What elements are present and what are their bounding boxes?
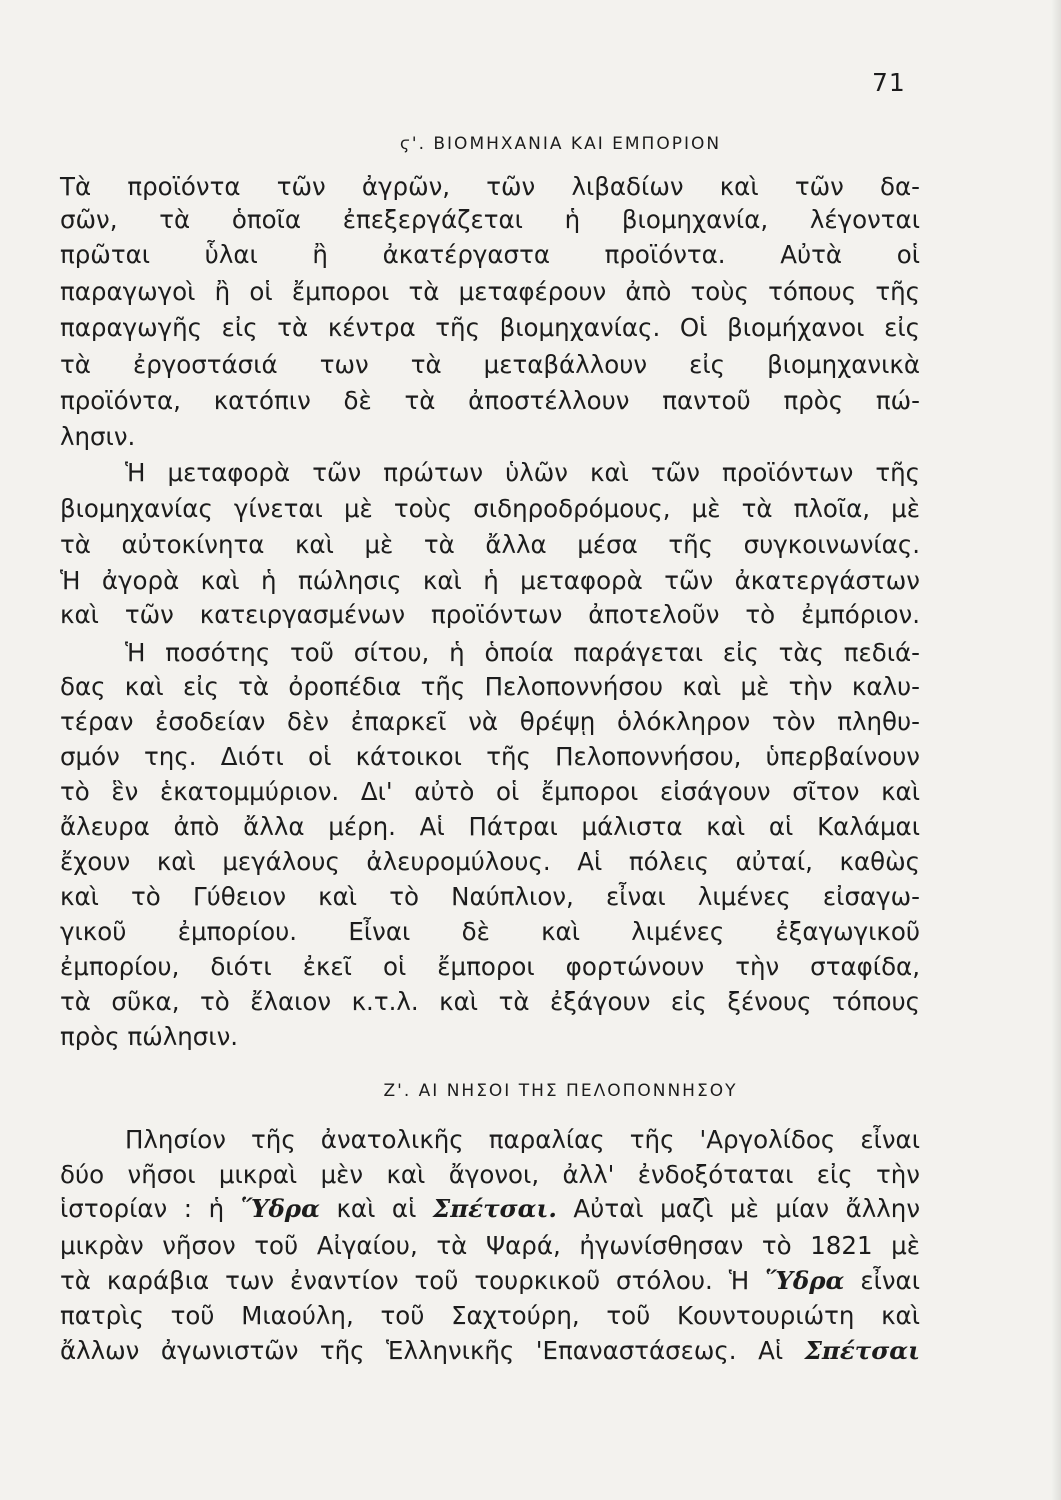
paragraph-line: καὶ τῶν κατειργασμένων προϊόντων ἀποτελοῦν τὸ ἐμπόριον. <box>60 600 920 629</box>
paragraph-line: παραγωγῆς εἰς τὰ κέντρα τῆς βιομηχανίας. Οἱ βιομήχανοι εἰς <box>60 313 920 342</box>
paragraph-line: πρὸς πώλησιν. <box>60 1022 239 1051</box>
paragraph-line: πατρὶς τοῦ Μιαούλη, τοῦ Σαχτούρη, τοῦ Κουντουριώτη καὶ <box>60 1301 920 1330</box>
section-heading-islands: Ζ'. ΑΙ ΝΗΣΟΙ ΤΗΣ ΠΕΛΟΠΟΝΝΗΣΟΥ <box>383 1081 738 1101</box>
paragraph-line: παραγωγοὶ ἢ οἱ ἔμποροι τὰ μεταφέρουν ἀπὸ τοὺς τόπους τῆς <box>60 277 920 306</box>
paragraph-line: μικρὰν νῆσον τοῦ Αἰγαίου, τὰ Ψαρά, ἠγωνίσθησαν τὸ 1821 μὲ <box>60 1231 920 1260</box>
island-name-spetses: Σπέτσαι. <box>432 1194 557 1223</box>
paragraph-line: τὸ ἓν ἑκατομμύριον. Δι' αὐτὸ οἱ ἔμποροι εἰσάγουν σῖτον καὶ <box>60 777 920 806</box>
paragraph-line <box>60 1336 920 1366</box>
paragraph-line: πρῶται ὗλαι ἢ ἀκατέργαστα προϊόντα. Αὐτὰ οἱ <box>60 240 920 269</box>
line-text: ἄλλων ἀγωνιστῶν τῆς Ἑλληνικῆς 'Επαναστάσεως. Αἱ <box>60 1336 805 1365</box>
line-text: καὶ αἱ <box>319 1194 433 1223</box>
paragraph-line: τέραν ἐσοδείαν δὲν ἐπαρκεῖ νὰ θρέψῃ ὁλόκληρον τὸν πληθυ- <box>60 707 920 736</box>
island-name-hydra: Ὕδρα <box>240 1194 320 1223</box>
paragraph-line: Ἡ ἀγορὰ καὶ ἡ πώλησις καὶ ἡ μεταφορὰ τῶν ἀκατεργάστων <box>60 566 920 595</box>
paragraph-line: γικοῦ ἐμπορίου. Εἶναι δὲ καὶ λιμένες ἐξαγωγικοῦ <box>60 917 920 946</box>
paragraph-line: τὰ αὐτοκίνητα καὶ μὲ τὰ ἄλλα μέσα τῆς συγκοινωνίας. <box>60 530 920 559</box>
paragraph-line: Πλησίον τῆς ἀνατολικῆς παραλίας τῆς 'Αργολίδος εἶναι <box>125 1125 920 1154</box>
line-text: Αὐταὶ μαζὶ μὲ μίαν ἄλλην <box>556 1194 921 1223</box>
paragraph-line <box>60 1266 920 1296</box>
paragraph-line: δύο νῆσοι μικραὶ μὲν καὶ ἄγονοι, ἀλλ' ἐνδοξόταται εἰς τὴν <box>60 1160 920 1189</box>
paragraph-line <box>60 1194 920 1224</box>
paragraph-line: Ἡ ποσότης τοῦ σίτου, ἡ ὁποία παράγεται εἰς τὰς πεδιά- <box>125 638 920 667</box>
paragraph-line: σῶν, τὰ ὁποῖα ἐπεξεργάζεται ἡ βιομηχανία, λέγονται <box>60 205 920 234</box>
paragraph-line: προϊόντα, κατόπιν δὲ τὰ ἀποστέλλουν παντοῦ πρὸς πώ- <box>60 386 920 415</box>
line-text: τὰ καράβια των ἐναντίον τοῦ τουρκικοῦ στόλου. Ἡ <box>60 1266 766 1295</box>
paragraph-line: δας καὶ εἰς τὰ ὀροπέδια τῆς Πελοποννήσου καὶ μὲ τὴν καλυ- <box>60 672 920 701</box>
paragraph-line: βιομηχανίας γίνεται μὲ τοὺς σιδηροδρόμους, μὲ τὰ πλοῖα, μὲ <box>60 494 920 523</box>
paragraph-line: ἔχουν καὶ μεγάλους ἀλευρομύλους. Αἱ πόλεις αὐταί, καθὼς <box>60 847 920 876</box>
island-name-spetses: Σπέτσαι <box>804 1336 920 1365</box>
paragraph-line: ἐμπορίου, διότι ἐκεῖ οἱ ἔμποροι φορτώνουν τὴν σταφίδα, <box>60 952 920 981</box>
paragraph-line: σμόν της. Διότι οἱ κάτοικοι τῆς Πελοποννήσου, ὑπερβαίνουν <box>60 742 920 771</box>
paragraph-line: τὰ σῦκα, τὸ ἔλαιον κ.τ.λ. καὶ τὰ ἐξάγουν εἰς ξένους τόπους <box>60 987 920 1016</box>
page-edge-shadow <box>1051 0 1061 1500</box>
paragraph-line: λησιν. <box>60 422 136 451</box>
paragraph-line: Ἡ μεταφορὰ τῶν πρώτων ὑλῶν καὶ τῶν προϊόντων τῆς <box>125 458 920 487</box>
line-text: εἶναι <box>844 1266 920 1295</box>
section-heading-industry: ϛ'. ΒΙΟΜΗΧΑΝΙΑ ΚΑΙ ΕΜΠΟΡΙΟΝ <box>399 134 722 154</box>
page-number: 71 <box>872 68 906 97</box>
island-name-hydra: Ὕδρα <box>765 1266 845 1295</box>
paragraph-line: καὶ τὸ Γύθειον καὶ τὸ Ναύπλιον, εἶναι λιμένες εἰσαγω- <box>60 882 920 911</box>
paragraph-line: ἄλευρα ἀπὸ ἄλλα μέρη. Αἱ Πάτραι μάλιστα καὶ αἱ Καλάμαι <box>60 812 920 841</box>
paragraph-line: Τὰ προϊόντα τῶν ἀγρῶν, τῶν λιβαδίων καὶ τῶν δα- <box>60 172 920 201</box>
paragraph-line: τὰ ἐργοστάσιά των τὰ μεταβάλλουν εἰς βιομηχανικὰ <box>60 350 920 379</box>
line-text: ἱστορίαν : ἡ <box>60 1194 241 1223</box>
